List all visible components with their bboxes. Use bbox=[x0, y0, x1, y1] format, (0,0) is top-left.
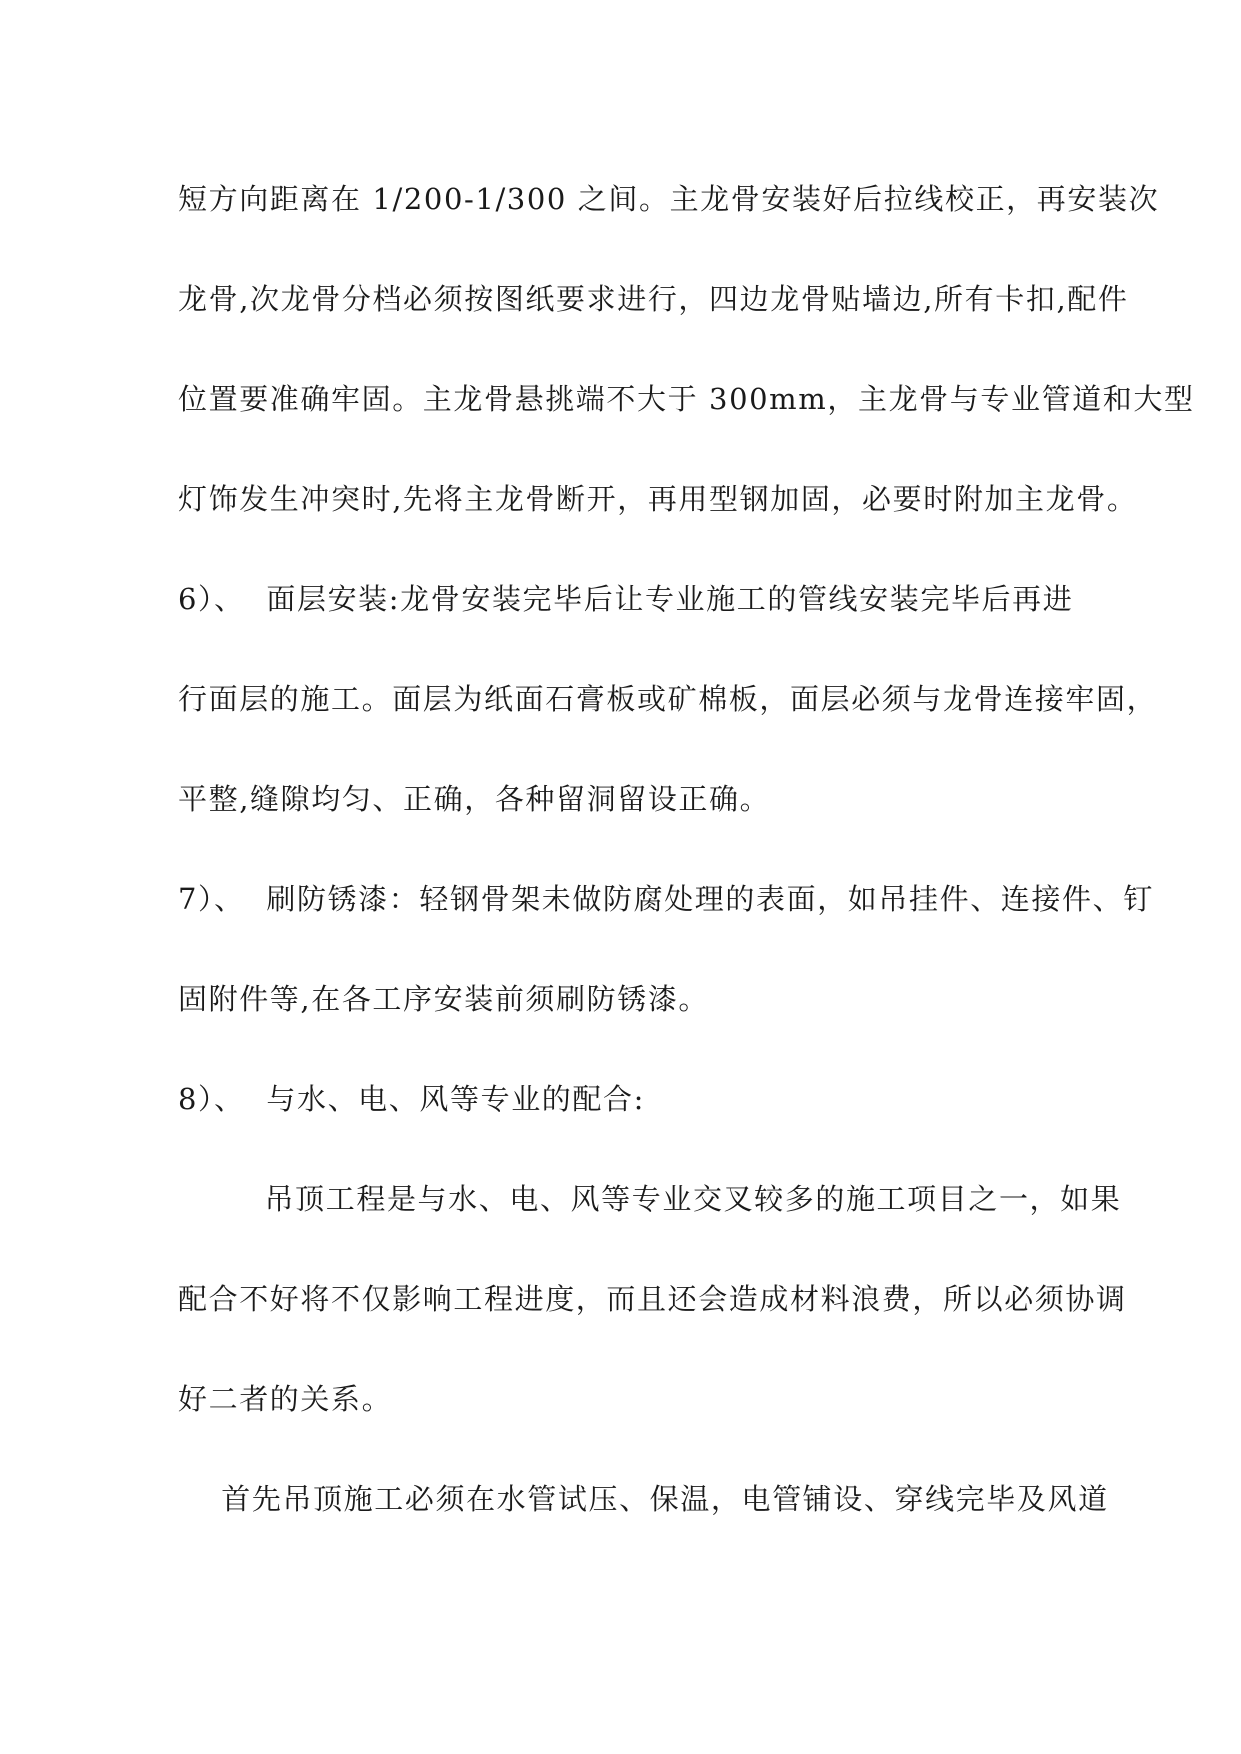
item-7-heading: 7）、 刷防锈漆：轻钢骨架未做防腐处理的表面，如吊挂件、连接件、钉 bbox=[178, 882, 1154, 916]
text-line-12: 配合不好将不仅影响工程进度，而且还会造成材料浪费，所以必须协调 bbox=[178, 1282, 1127, 1316]
text-line-13: 好二者的关系。 bbox=[178, 1382, 393, 1416]
text-line-11: 吊顶工程是与水、电、风等专业交叉较多的施工项目之一，如果 bbox=[178, 1182, 1122, 1216]
text-line-3: 位置要准确牢固。主龙骨悬挑端不大于 300mm，主龙骨与专业管道和大型 bbox=[178, 382, 1195, 416]
item-6-heading: 6）、 面层安装:龙骨安装完毕后让专业施工的管线安装完毕后再进 bbox=[178, 582, 1074, 616]
text-line-14: 首先吊顶施工必须在水管试压、保温，电管铺设、穿线完毕及风道 bbox=[178, 1482, 1109, 1516]
text-line-6: 行面层的施工。面层为纸面石膏板或矿棉板，面层必须与龙骨连接牢固， bbox=[178, 682, 1158, 716]
text-line-2: 龙骨,次龙骨分档必须按图纸要求进行，四边龙骨贴墙边,所有卡扣,配件 bbox=[178, 282, 1129, 316]
text-line-1: 短方向距离在 1/200-1/300 之间。主龙骨安装好后拉线校正，再安装次 bbox=[178, 182, 1160, 216]
item-8-heading: 8）、 与水、电、风等专业的配合: bbox=[178, 1082, 645, 1116]
text-line-9: 固附件等,在各工序安装前须刷防锈漆。 bbox=[178, 982, 710, 1016]
text-line-4: 灯饰发生冲突时,先将主龙骨断开，再用型钢加固，必要时附加主龙骨。 bbox=[178, 482, 1138, 516]
text-line-7: 平整,缝隙均匀、正确，各种留洞留设正确。 bbox=[178, 782, 771, 816]
